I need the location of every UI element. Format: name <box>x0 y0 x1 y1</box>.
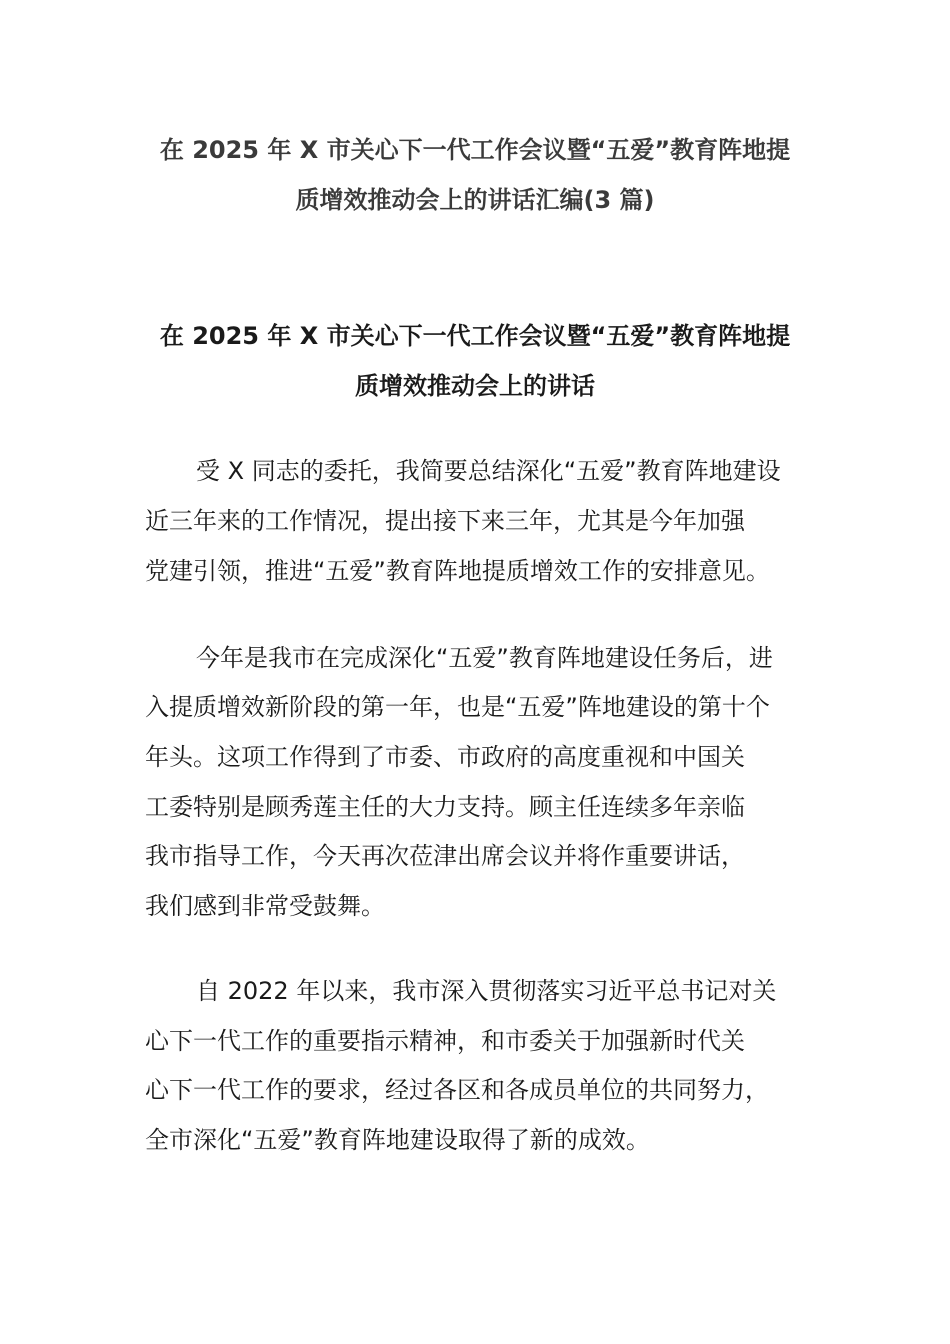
paragraph-line: 心下一代工作的要求，经过各区和各成员单位的共同努力， <box>145 1076 769 1104</box>
paragraph-line: 今年是我市在完成深化“五爱”教育阵地建设任务后，进 <box>196 644 773 672</box>
paragraph-line: 入提质增效新阶段的第一年，也是“五爱”阵地建设的第十个 <box>145 693 770 721</box>
paragraph-line: 心下一代工作的重要指示精神，和市委关于加强新时代关 <box>145 1027 745 1055</box>
paragraph-line: 全市深化“五爱”教育阵地建设取得了新的成效。 <box>145 1126 650 1154</box>
paragraph-line: 受 X 同志的委托，我简要总结深化“五爱”教育阵地建设 <box>196 457 781 485</box>
paragraph-line: 年头。这项工作得到了市委、市政府的高度重视和中国关 <box>145 743 745 771</box>
paragraph-line: 近三年来的工作情况，提出接下来三年，尤其是今年加强 <box>145 507 745 535</box>
paragraph-line: 工委特别是顾秀莲主任的大力支持。顾主任连续多年亲临 <box>145 793 745 821</box>
section-title-line: 质增效推动会上的讲话 <box>355 372 595 400</box>
document-title-line: 在 2025 年 X 市关心下一代工作会议暨“五爱”教育阵地提 <box>159 136 791 164</box>
paragraph-line: 自 2022 年以来，我市深入贯彻落实习近平总书记对关 <box>196 977 777 1005</box>
paragraph-line: 党建引领，推进“五爱”教育阵地提质增效工作的安排意见。 <box>145 557 770 585</box>
document-title-line: 质增效推动会上的讲话汇编(3 篇) <box>295 186 655 214</box>
document-title <box>120 125 830 225</box>
section-title <box>120 311 830 411</box>
paragraph-line: 我市指导工作，今天再次莅津出席会议并将作重要讲话， <box>145 842 745 870</box>
paragraph-line: 我们感到非常受鼓舞。 <box>145 892 385 920</box>
section-title-line: 在 2025 年 X 市关心下一代工作会议暨“五爱”教育阵地提 <box>159 322 791 350</box>
